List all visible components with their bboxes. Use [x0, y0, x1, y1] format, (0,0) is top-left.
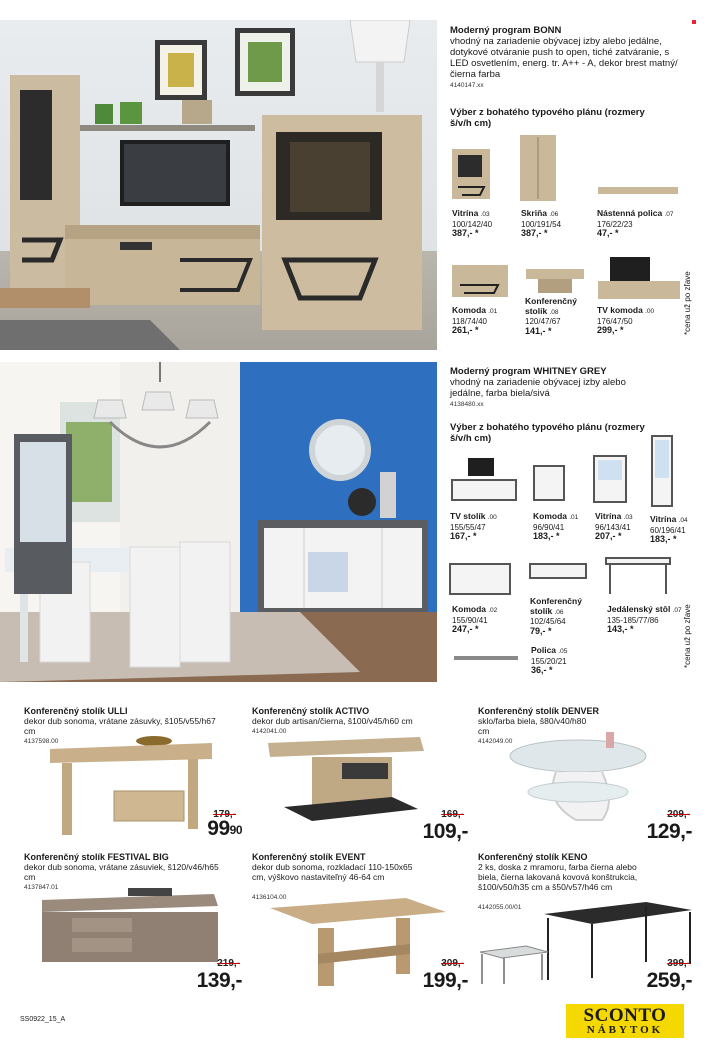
item-price: 387,- *: [521, 228, 548, 238]
item-name: Skriňa: [521, 208, 547, 218]
product-code: 4142041.00: [252, 728, 287, 735]
item-price: 183,- *: [533, 531, 560, 541]
bonn-title: Moderný program BONN: [450, 25, 562, 36]
product-description: dekor dub artisan/čierna, š100/v45/h60 cm: [252, 716, 413, 726]
item-price: 299,- *: [597, 325, 624, 335]
item-name: Polica: [531, 645, 557, 655]
item-number: .01: [569, 514, 579, 521]
product-code: 4137598.00: [24, 738, 59, 745]
logo-bottom-text: NÁBYTOK: [586, 1024, 664, 1036]
product-title: Konferenčný stolík ACTIVO: [252, 706, 370, 716]
item-name: Vitrína: [452, 208, 479, 218]
product-title: Konferenčný stolík KENO: [478, 852, 588, 862]
item-dims: 60/196/41: [650, 525, 686, 535]
item-name: Jedálenský stôl: [607, 604, 671, 614]
item-number: .06: [549, 211, 559, 218]
bonn-sub-title: Výber z bohatého typového plánu (rozmery š/v/h cm): [450, 107, 645, 129]
bonn-price-note: *cena už po zľave: [683, 271, 692, 335]
item-name: Konferenčný stolík: [530, 596, 582, 616]
item-price: 261,- *: [452, 325, 479, 335]
item-dims: 155/55/47: [450, 522, 486, 532]
new-price: [388, 821, 468, 843]
item-number: .02: [488, 607, 498, 614]
whitney-item-jedalensky-stol: [607, 605, 682, 635]
item-number: .01: [488, 308, 498, 315]
whitney-item-vitrina-03: [595, 512, 633, 542]
page-code: SS0922_15_A: [20, 1016, 66, 1023]
old-price: 399,-: [667, 958, 690, 969]
item-name: Komoda: [452, 604, 486, 614]
whitney-item-konferencny-stolik: [530, 597, 592, 636]
bonn-item-komoda: [452, 306, 497, 336]
new-price-integer: 109,-: [422, 820, 468, 843]
old-price: 209,-: [667, 809, 690, 820]
product-code: 4137847.01: [24, 884, 59, 891]
item-price: 207,- *: [595, 531, 622, 541]
whitney-photo: [0, 362, 437, 682]
item-dims: 135-185/77/86: [607, 615, 659, 625]
corner-mark: [692, 20, 696, 24]
new-price-integer: 129,-: [646, 820, 692, 843]
bonn-room-illustration: [0, 20, 437, 350]
new-price-integer: 199,-: [422, 969, 468, 992]
item-name: Komoda: [533, 511, 567, 521]
whitney-price-note: *cena už po zľave: [683, 604, 692, 668]
bonn-photo: [0, 20, 437, 350]
item-dims: 155/90/41: [452, 615, 488, 625]
item-number: .06: [554, 608, 564, 616]
product-description: dekor dub sonoma, vrátane zásuvky, š105/v55/h67 cm: [24, 716, 216, 736]
sconto-logo: [566, 1004, 684, 1038]
item-number: .00: [487, 514, 497, 521]
new-price-decimal: 90: [229, 823, 242, 837]
bonn-item-nastenna-polica: [597, 209, 673, 239]
whitney-item-komoda-02: [452, 605, 497, 635]
item-name: Vitrína: [595, 511, 622, 521]
new-price: [610, 970, 692, 992]
product-title: Konferenčný stolík EVENT: [252, 852, 366, 862]
item-number: .04: [678, 517, 688, 524]
product-code: 4136104.00: [252, 894, 287, 901]
old-price: 169,-: [441, 809, 464, 820]
item-price: 141,- *: [525, 325, 552, 336]
whitney-code: 4138480.xx: [450, 401, 484, 408]
new-price-integer: 139,-: [196, 969, 242, 992]
whitney-item-polica: [531, 646, 567, 676]
item-price: 387,- *: [452, 228, 479, 238]
new-price-integer: 259,-: [646, 969, 692, 992]
whitney-description: vhodný na zariadenie obývacej izby alebo jedálne, farba biela/sivá: [450, 377, 626, 399]
item-name: Vitrína: [650, 514, 677, 524]
item-name: TV komoda: [597, 305, 643, 315]
item-dims: 100/191/54: [521, 219, 562, 229]
item-number: .07: [664, 211, 674, 218]
item-price: 79,- *: [530, 625, 552, 636]
item-price: 247,- *: [452, 624, 479, 634]
new-price: [160, 818, 242, 840]
old-price: 309,-: [441, 958, 464, 969]
whitney-item-vitrina-04: [650, 515, 688, 545]
item-number: .07: [672, 607, 682, 614]
product-description: sklo/farba biela, š80/v40/h80 cm: [478, 716, 587, 736]
bonn-item-konferencny-stolik: [525, 297, 587, 336]
product-image-activo: [262, 733, 432, 825]
product-title: Konferenčný stolík FESTIVAL BIG: [24, 852, 169, 862]
whitney-title: Moderný program WHITNEY GREY: [450, 366, 607, 377]
old-price: 219,-: [217, 958, 240, 969]
whitney-sub-title: Výber z bohatého typového plánu (rozmery š/v/h cm): [450, 422, 645, 444]
new-price: [160, 970, 242, 992]
bonn-code: 4140147.xx: [450, 82, 484, 89]
logo-top-text: SCONTO: [583, 1005, 667, 1026]
item-number: .08: [549, 308, 559, 316]
product-title: Konferenčný stolík DENVER: [478, 706, 600, 716]
new-price: [388, 970, 468, 992]
item-name: Konferenčný stolík: [525, 296, 577, 316]
item-price: 47,- *: [597, 228, 619, 238]
product-description: 2 ks, doska z mramoru, farba čierna alebo biela, čierna lakovaná kovová konštrukcia, š100/v50/h35 cm a š50/v57/h46 cm: [478, 862, 638, 892]
bonn-item-vitrina: [452, 209, 492, 239]
whitney-item-tv-stolik: [450, 512, 497, 542]
item-name: Komoda: [452, 305, 486, 315]
item-dims: 118/74/40: [452, 316, 487, 326]
item-name: Nástenná polica: [597, 208, 663, 218]
item-price: 36,- *: [531, 665, 553, 675]
whitney-item-komoda-01: [533, 512, 578, 542]
bonn-item-tv-komoda: [597, 306, 654, 336]
item-name: TV stolík: [450, 511, 486, 521]
item-dims: 176/22/23: [597, 219, 633, 229]
new-price-integer: 99: [207, 817, 230, 840]
product-code: 4142049.00: [478, 738, 513, 745]
item-number: .03: [623, 514, 633, 521]
item-price: 143,- *: [607, 624, 634, 634]
whitney-room-illustration: [0, 362, 437, 682]
old-price: 179,-: [213, 809, 236, 820]
item-number: .05: [558, 648, 568, 655]
item-dims: 102/45/64: [530, 617, 566, 626]
new-price: [610, 821, 692, 843]
item-dims: 100/142/40: [452, 219, 493, 229]
item-price: 167,- *: [450, 531, 477, 541]
item-number: .00: [645, 308, 655, 315]
bonn-item-skrina: [521, 209, 561, 239]
item-dims: 120/47/67: [525, 317, 561, 326]
product-description: dekor dub sonoma, rozkladací 110-150x65 cm, výškovo nastaviteľný 46-64 cm: [252, 862, 413, 882]
product-title: Konferenčný stolík ULLI: [24, 706, 128, 716]
item-dims: 155/20/21: [531, 656, 567, 666]
item-number: .03: [480, 211, 490, 218]
product-description: dekor dub sonoma, vrátane zásuviek, š120/v46/h65 cm: [24, 862, 219, 882]
item-dims: 96/90/41: [533, 522, 565, 532]
item-price: 183,- *: [650, 534, 677, 544]
product-code: 4142055.00/01: [478, 904, 522, 911]
item-dims: 96/143/41: [595, 522, 631, 532]
item-dims: 176/47/50: [597, 316, 633, 326]
bonn-description: vhodný na zariadenie obývacej izby alebo jedálne, dotykové otváranie push to open, tiché zatváranie, s LED osvetlením, energ. tr. A++ - A, dekor brest matný/čierna farba: [450, 36, 678, 80]
